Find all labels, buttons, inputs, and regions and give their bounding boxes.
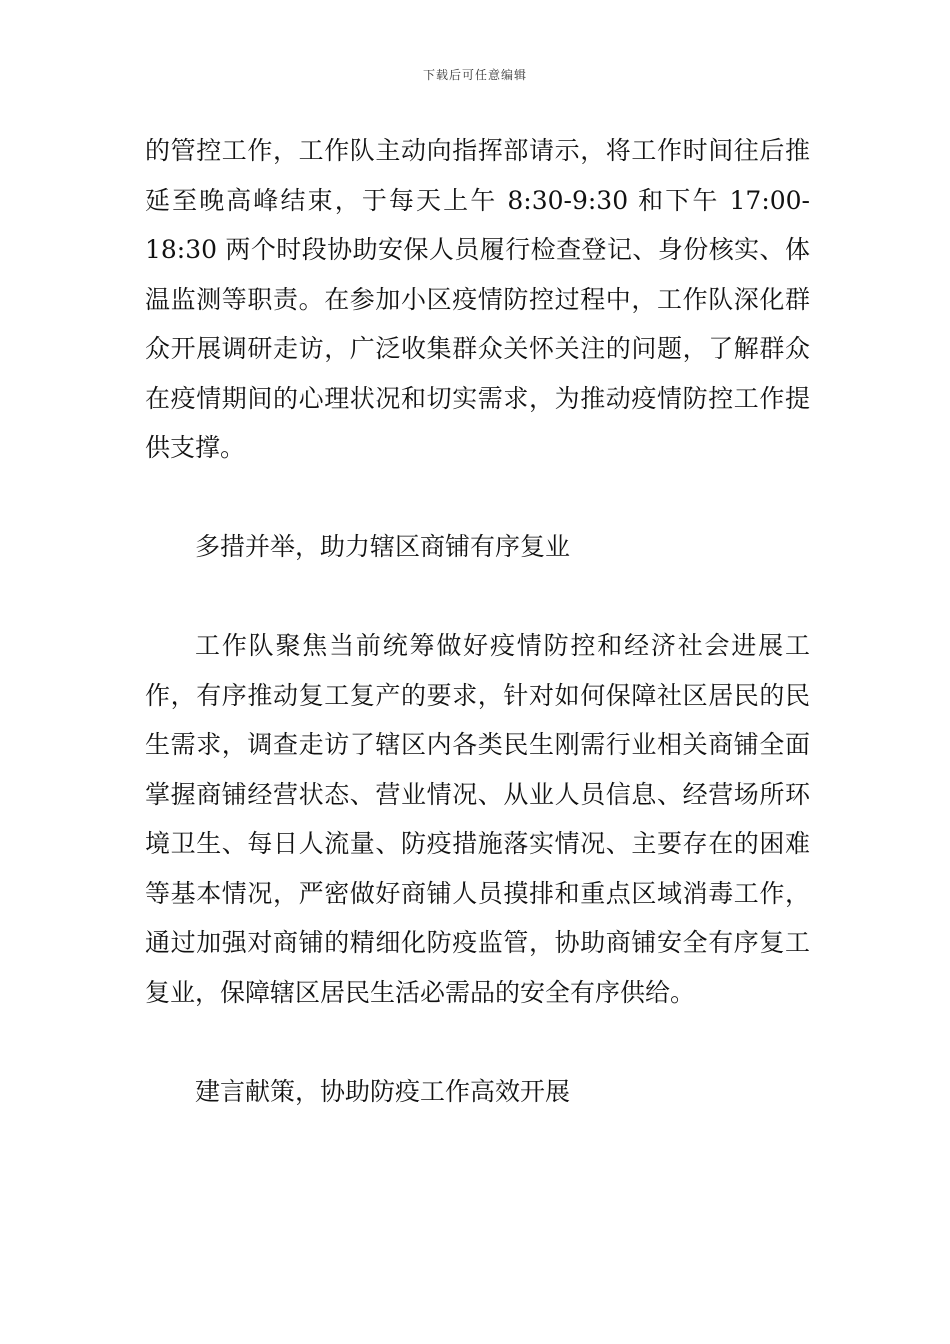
paragraph-shops: 工作队聚焦当前统筹做好疫情防控和经济社会进展工作，有序推动复工复产的要求，针对如何保障社区居民的民生需求，调查走访了辖区内各类民生刚需行业相关商铺全面掌握商铺经营状态、营业情况、从业人员信息、经营场所环境卫生、每日人流量、防疫措施落实情况、主要存在的困难等基本情况，严密做好商铺人员摸排和重点区域消毒工作， 通过加强对商铺的精细化防疫监管，协助商铺安全有序复工复业，保障辖区居民生活必需品的安全有序供给。 [145,631,818,1007]
paragraph-spacer [145,572,810,622]
section-heading-advice: 建言献策，协助防疫工作高效开展 [195,1076,571,1106]
paragraph-spacer [145,1017,810,1067]
paragraph-spacer [145,473,810,523]
section-heading-shops: 多措并举，助力辖区商铺有序复业 [195,532,571,561]
document-body [145,126,818,1116]
paragraph-continuation: 的管控工作，工作队主动向指挥部请示，将工作时间往后推延至晚高峰结束，于每天上午 8:30-9:30 和下午 17:00-18:30 两个时段协助安保人员履行检查登记、身份核实、体温监测等职责。在参加小区疫情防控过程中，工作队深化群众开展调研走访，广泛收集群众关怀关注的问题，了解群众在疫情期间的心理状况和切实需求，为推动疫情防控工作提供支撑。 [145,136,810,462]
page-header-note: 下载后可任意编辑 [422,68,527,82]
